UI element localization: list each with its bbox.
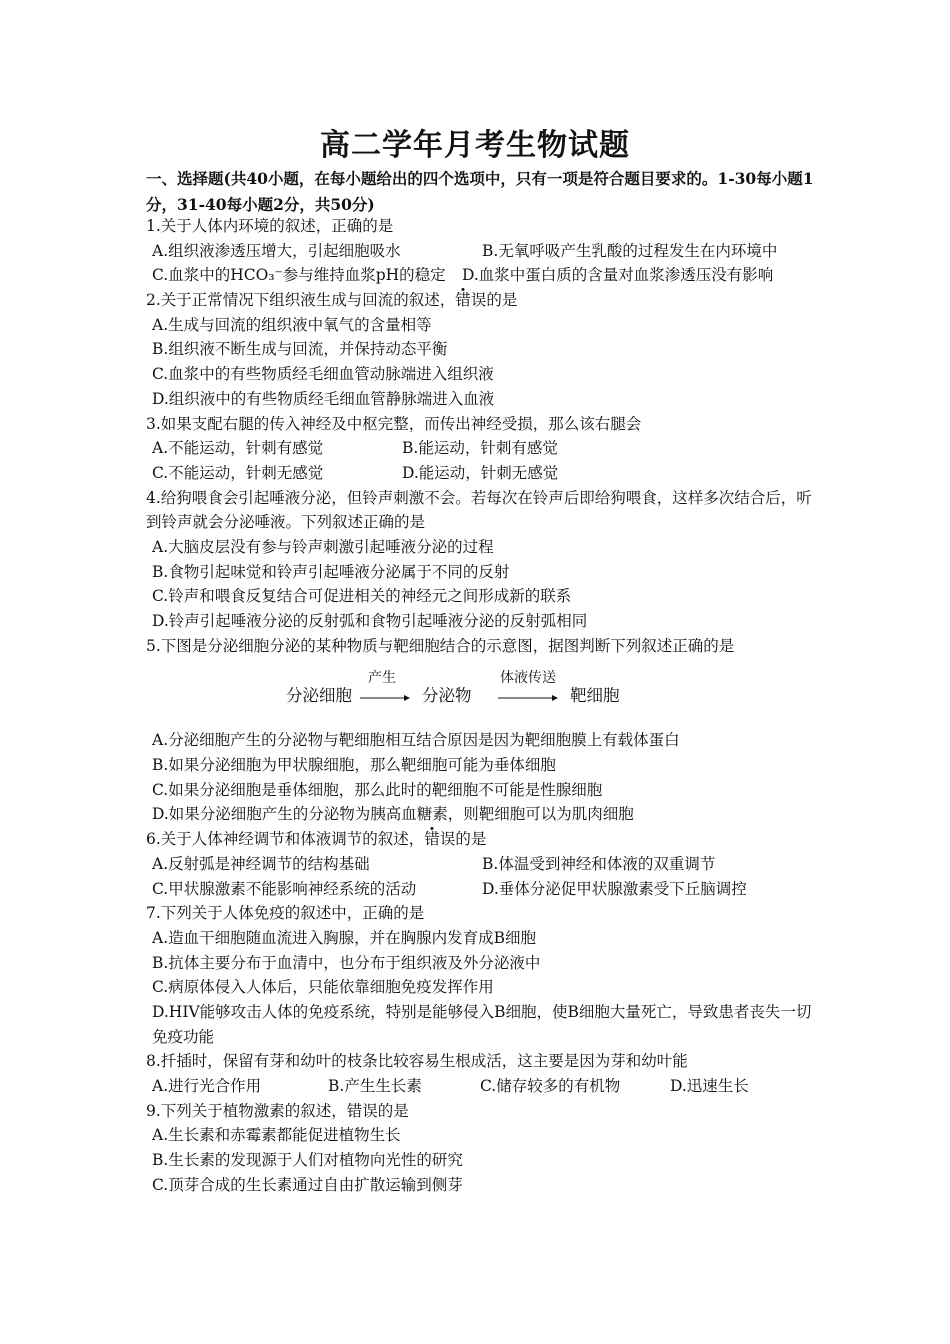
option-c: C.不能运动，针刺无感觉 (152, 463, 324, 482)
diagram-label-body-fluid-transport: 体液传送 (500, 670, 556, 687)
question-list (146, 214, 816, 1198)
diagram-arrow-2 (498, 694, 558, 702)
question-1-options-row-2 (146, 263, 816, 288)
question-5-option-a: A.分泌细胞产生的分泌物与靶细胞相互结合原因是因为靶细胞膜上有载体蛋白 (152, 731, 680, 750)
question-2-stem: 2.关于正常情况下组织液生成与回流的叙述，错误的是 (146, 291, 518, 310)
option-b: B.产生生长素 (328, 1077, 422, 1096)
question-6-options-row-1 (146, 852, 816, 877)
diagram-arrow-1 (360, 694, 410, 702)
question-3-options-row-2 (146, 461, 816, 486)
question-4-option-b: B.食物引起味觉和铃声引起唾液分泌属于不同的反射 (152, 562, 510, 581)
option-a: A.反射弧是神经调节的结构基础 (152, 854, 370, 873)
question-7-option-b: B.抗体主要分布于血清中，也分布于组织液及外分泌液中 (152, 953, 541, 972)
question-7-option-a: A.造血干细胞随血流进入胸腺，并在胸腺内发育成B细胞 (152, 928, 537, 947)
question-4-stem: 4.给狗喂食会引起唾液分泌，但铃声刺激不会。若每次在铃声后即给狗喂食，这样多次结合后，听到铃声就会分泌唾液。下列叙述正确的是 (146, 488, 812, 532)
emphasis-word: 错误 (455, 291, 487, 310)
question-7-stem: 7.下列关于人体免疫的叙述中，正确的是 (146, 904, 425, 923)
question-1-options-row-1 (146, 239, 816, 264)
option-a: A.组织液渗透压增大，引起细胞吸水 (152, 241, 401, 260)
option-a: A.进行光合作用 (152, 1077, 262, 1096)
question-4-option-a: A.大脑皮层没有参与铃声刺激引起唾液分泌的过程 (152, 537, 494, 556)
option-c: C.甲状腺激素不能影响神经系统的活动 (152, 879, 417, 898)
question-4-option-c: C.铃声和喂食反复结合可促进相关的神经元之间形成新的联系 (152, 587, 572, 606)
diagram-node-target-cell: 靶细胞 (570, 686, 620, 706)
option-c: C.血浆中的HCO₃⁻参与维持血浆pH的稳定 (152, 266, 446, 285)
diagram-node-secretory-cell: 分泌细胞 (286, 686, 352, 706)
section-header: 一、选择题(共40小题，在每小题给出的四个选项中，只有一项是符合题目要求的。1-30每小题1 分，31-40每小题2分，共50分) (146, 169, 814, 214)
option-b: B.无氧呼吸产生乳酸的过程发生在内环境中 (482, 241, 778, 260)
question-5-option-d: D.如果分泌细胞产生的分泌物为胰高血糖素，则靶细胞可以为肌肉细胞 (152, 805, 634, 824)
question-2-option-b: B.组织液不断生成与回流，并保持动态平衡 (152, 340, 448, 359)
question-2-option-c: C.血浆中的有些物质经毛细血管动脉端进入组织液 (152, 365, 494, 384)
question-3-options-row-1 (146, 436, 816, 461)
question-6-options-row-2 (146, 877, 816, 902)
diagram-node-secretion: 分泌物 (422, 686, 472, 706)
diagram-label-produce: 产生 (368, 670, 396, 687)
question-7-option-d: D.HIV能够攻击人体的免疫系统，特别是能够侵入B细胞，使B细胞大量死亡，导致患者丧失一切免疫功能 (152, 1002, 812, 1046)
question-6-stem: 6.关于人体神经调节和体液调节的叙述，错误的是 (146, 830, 487, 849)
question-9-option-a: A.生长素和赤霉素都能促进植物生长 (152, 1126, 401, 1145)
option-d: D.垂体分泌促甲状腺激素受下丘脑调控 (482, 879, 747, 898)
question-2-option-d: D.组织液中的有些物质经毛细血管静脉端进入血液 (152, 389, 495, 408)
secretion-flow-diagram (146, 664, 816, 724)
option-c: C.储存较多的有机物 (480, 1077, 621, 1096)
question-4-option-d: D.铃声引起唾液分泌的反射弧和食物引起唾液分泌的反射弧相同 (152, 612, 588, 631)
question-8-options-row (146, 1074, 816, 1099)
question-7-option-c: C.病原体侵入人体后，只能依靠细胞免疫发挥作用 (152, 978, 494, 997)
option-d: D.能运动，针刺无感觉 (402, 463, 559, 482)
option-b: B.能运动，针刺有感觉 (402, 439, 558, 458)
emphasis-word: 错误 (424, 830, 456, 849)
option-b: B.体温受到神经和体液的双重调节 (482, 854, 716, 873)
option-d: D.迅速生长 (670, 1077, 749, 1096)
question-9-option-c: C.顶芽合成的生长素通过自由扩散运输到侧芽 (152, 1175, 463, 1194)
option-a: A.不能运动，针刺有感觉 (152, 439, 324, 458)
question-5-option-b: B.如果分泌细胞为甲状腺细胞，那么靶细胞可能为垂体细胞 (152, 756, 556, 775)
question-5-stem: 5.下图是分泌细胞分泌的某种物质与靶细胞结合的示意图，据图判断下列叙述正确的是 (146, 636, 735, 655)
question-8-stem: 8.扦插时，保留有芽和幼叶的枝条比较容易生根成活，这主要是因为芽和幼叶能 (146, 1052, 688, 1071)
option-d: D.血浆中蛋白质的含量对血浆渗透压没有影响 (462, 266, 774, 285)
question-5-option-c: C.如果分泌细胞是垂体细胞，那么此时的靶细胞不可能是性腺细胞 (152, 780, 603, 799)
question-2-option-a: A.生成与回流的组织液中氧气的含量相等 (152, 315, 432, 334)
question-9-option-b: B.生长素的发现源于人们对植物向光性的研究 (152, 1151, 463, 1170)
question-3-stem: 3.如果支配右腿的传入神经及中枢完整，而传出神经受损，那么该右腿会 (146, 414, 642, 433)
question-9-stem: 9.下列关于植物激素的叙述，错误的是 (146, 1101, 409, 1120)
question-1-stem: 1.关于人体内环境的叙述，正确的是 (146, 217, 394, 235)
page-title: 高二学年月考生物试题 (320, 128, 630, 163)
